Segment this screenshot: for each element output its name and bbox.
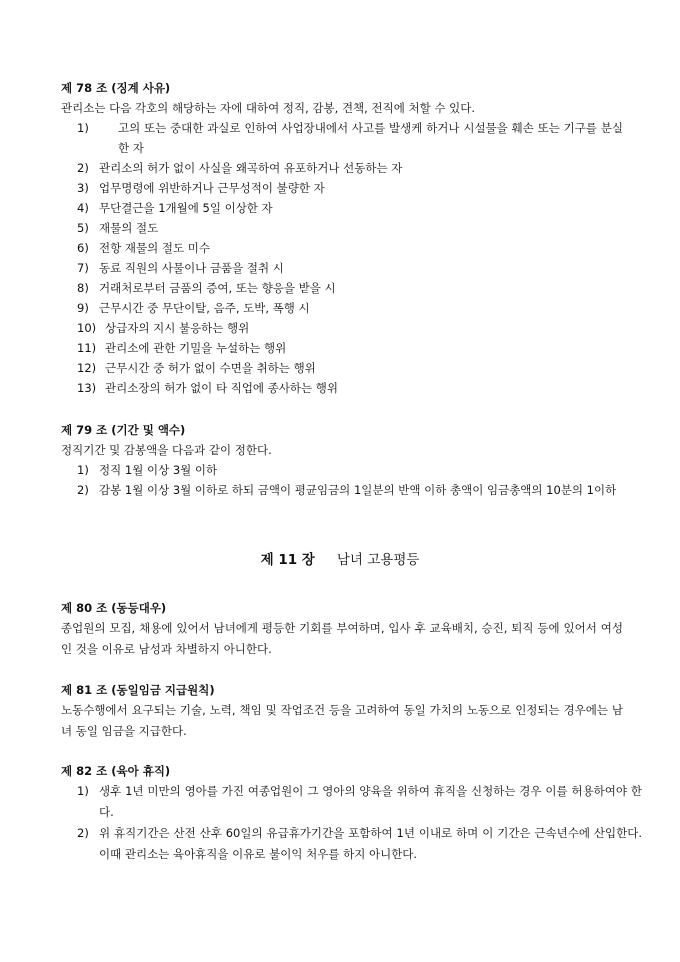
article-82-title: 제 82 조 (육아 휴직)	[61, 764, 171, 778]
item-number: 2)	[77, 826, 89, 840]
article-81-title: 제 81 조 (동일임금 지급원칙)	[61, 683, 215, 697]
item-text: 관리소의 허가 없이 사실을 왜곡하여 유포하거나 선동하는 자	[99, 161, 403, 175]
item-number: 1)	[77, 463, 89, 477]
article-78-item-list	[61, 118, 623, 158]
chapter-title: 남녀 고용평등	[336, 552, 420, 568]
item-text: 고의 또는 중대한 과실로 인하여 사업장내에서 사고를 발생케 하거나 시설물을 훼손 또는 기구를 분실한 자	[118, 121, 623, 155]
item-number: 12)	[77, 361, 97, 375]
article-79-intro: 정직기간 및 감봉액을 다음과 같이 정한다.	[61, 443, 272, 457]
list-item	[61, 118, 623, 158]
article-78-item-list-cont	[61, 158, 623, 398]
list-item	[61, 278, 623, 298]
item-text: 근무시간 중 허가 없이 수면을 취하는 행위	[105, 361, 316, 375]
item-text: 근무시간 중 무단이탈, 음주, 도박, 폭행 시	[99, 301, 310, 315]
list-item	[61, 258, 623, 278]
list-item	[61, 823, 642, 865]
article-78-items-rest	[61, 158, 623, 398]
article-78	[61, 80, 623, 158]
item-text: 거래처로부터 금품의 증여, 또는 향응을 받을 시	[99, 281, 336, 295]
list-item	[61, 158, 623, 178]
item-number: 1)	[77, 121, 89, 135]
list-item	[61, 198, 623, 218]
list-item	[61, 480, 623, 520]
item-number: 1)	[77, 784, 89, 798]
list-item	[61, 238, 623, 258]
article-81-text: 노동수행에서 요구되는 기술, 노력, 책임 및 작업조건 등을 고려하여 동일 가치의 노동으로 인정되는 경우에는 남녀 동일 임금을 지급한다.	[61, 703, 623, 738]
article-82-item-list	[61, 781, 642, 865]
list-item	[61, 298, 623, 318]
item-text: 재물의 절도	[99, 221, 159, 235]
item-text: 무단결근을 1개월에 5일 이상한 자	[99, 201, 273, 215]
article-80-title: 제 80 조 (동등대우)	[61, 601, 167, 615]
item-text: 감봉 1월 이상 3월 이하로 하되 금액이 평균임금의 1일분의 반액 이하 총액이 임금총액의 10분의 1이하	[99, 483, 617, 497]
item-text: 전항 재물의 절도 미수	[99, 241, 210, 255]
article-81	[61, 682, 623, 742]
item-text: 관리소장의 허가 없이 타 직업에 종사하는 행위	[105, 381, 339, 395]
list-item	[61, 178, 623, 198]
article-78-intro: 관리소는 다음 각호의 해당하는 자에 대하여 정직, 감봉, 견책, 전직에 처할 수 있다.	[61, 101, 475, 115]
list-item	[61, 318, 623, 338]
list-item	[61, 460, 623, 480]
item-text: 생후 1년 미만의 영아를 가진 여종업원이 그 영아의 양육을 위하여 휴직을 신청하는 경우 이를 허용하여야 한다.	[99, 784, 642, 819]
article-78-title: 제 78 조 (징계 사유)	[61, 81, 171, 95]
item-number: 5)	[77, 221, 89, 235]
item-number: 10)	[77, 321, 97, 335]
item-number: 2)	[77, 483, 89, 497]
item-number: 11)	[77, 341, 97, 355]
item-number: 9)	[77, 301, 89, 315]
chapter-heading	[0, 550, 680, 570]
item-text: 관리소에 관한 기밀을 누설하는 행위	[105, 341, 287, 355]
article-79-item-list	[61, 460, 623, 520]
list-item	[61, 781, 642, 823]
list-item	[61, 218, 623, 238]
article-80-text: 종업원의 모집, 채용에 있어서 남녀에게 평등한 기회를 부여하며, 입사 후 교육배치, 승진, 퇴직 등에 있어서 여성인 것을 이유로 남성과 차별하지 아니한다.	[61, 621, 623, 656]
article-80	[61, 600, 623, 660]
item-text: 상급자의 지시 불응하는 행위	[105, 321, 250, 335]
item-number: 13)	[77, 381, 97, 395]
chapter-number: 제 11 장	[260, 552, 315, 568]
item-text: 업무명령에 위반하거나 근무성적이 불량한 자	[99, 181, 325, 195]
item-number: 2)	[77, 161, 89, 175]
article-82	[61, 763, 642, 865]
item-number: 4)	[77, 201, 89, 215]
article-79	[61, 422, 623, 520]
item-number: 8)	[77, 281, 89, 295]
item-text: 동료 직원의 사물이나 금품을 절취 시	[99, 261, 284, 275]
item-number: 3)	[77, 181, 89, 195]
list-item	[61, 358, 623, 378]
item-number: 7)	[77, 261, 89, 275]
item-text: 정직 1월 이상 3월 이하	[99, 463, 218, 477]
list-item	[61, 338, 623, 358]
article-79-title: 제 79 조 (기간 및 액수)	[61, 423, 186, 437]
list-item	[61, 378, 623, 398]
item-number: 6)	[77, 241, 89, 255]
item-text: 위 휴직기간은 산전 산후 60일의 유급휴가기간을 포함하여 1년 이내로 하며 이 기간은 근속년수에 산입한다. 이때 관리소는 육아휴직을 이유로 불이익 처우를 하지 아니한다.	[99, 826, 642, 861]
